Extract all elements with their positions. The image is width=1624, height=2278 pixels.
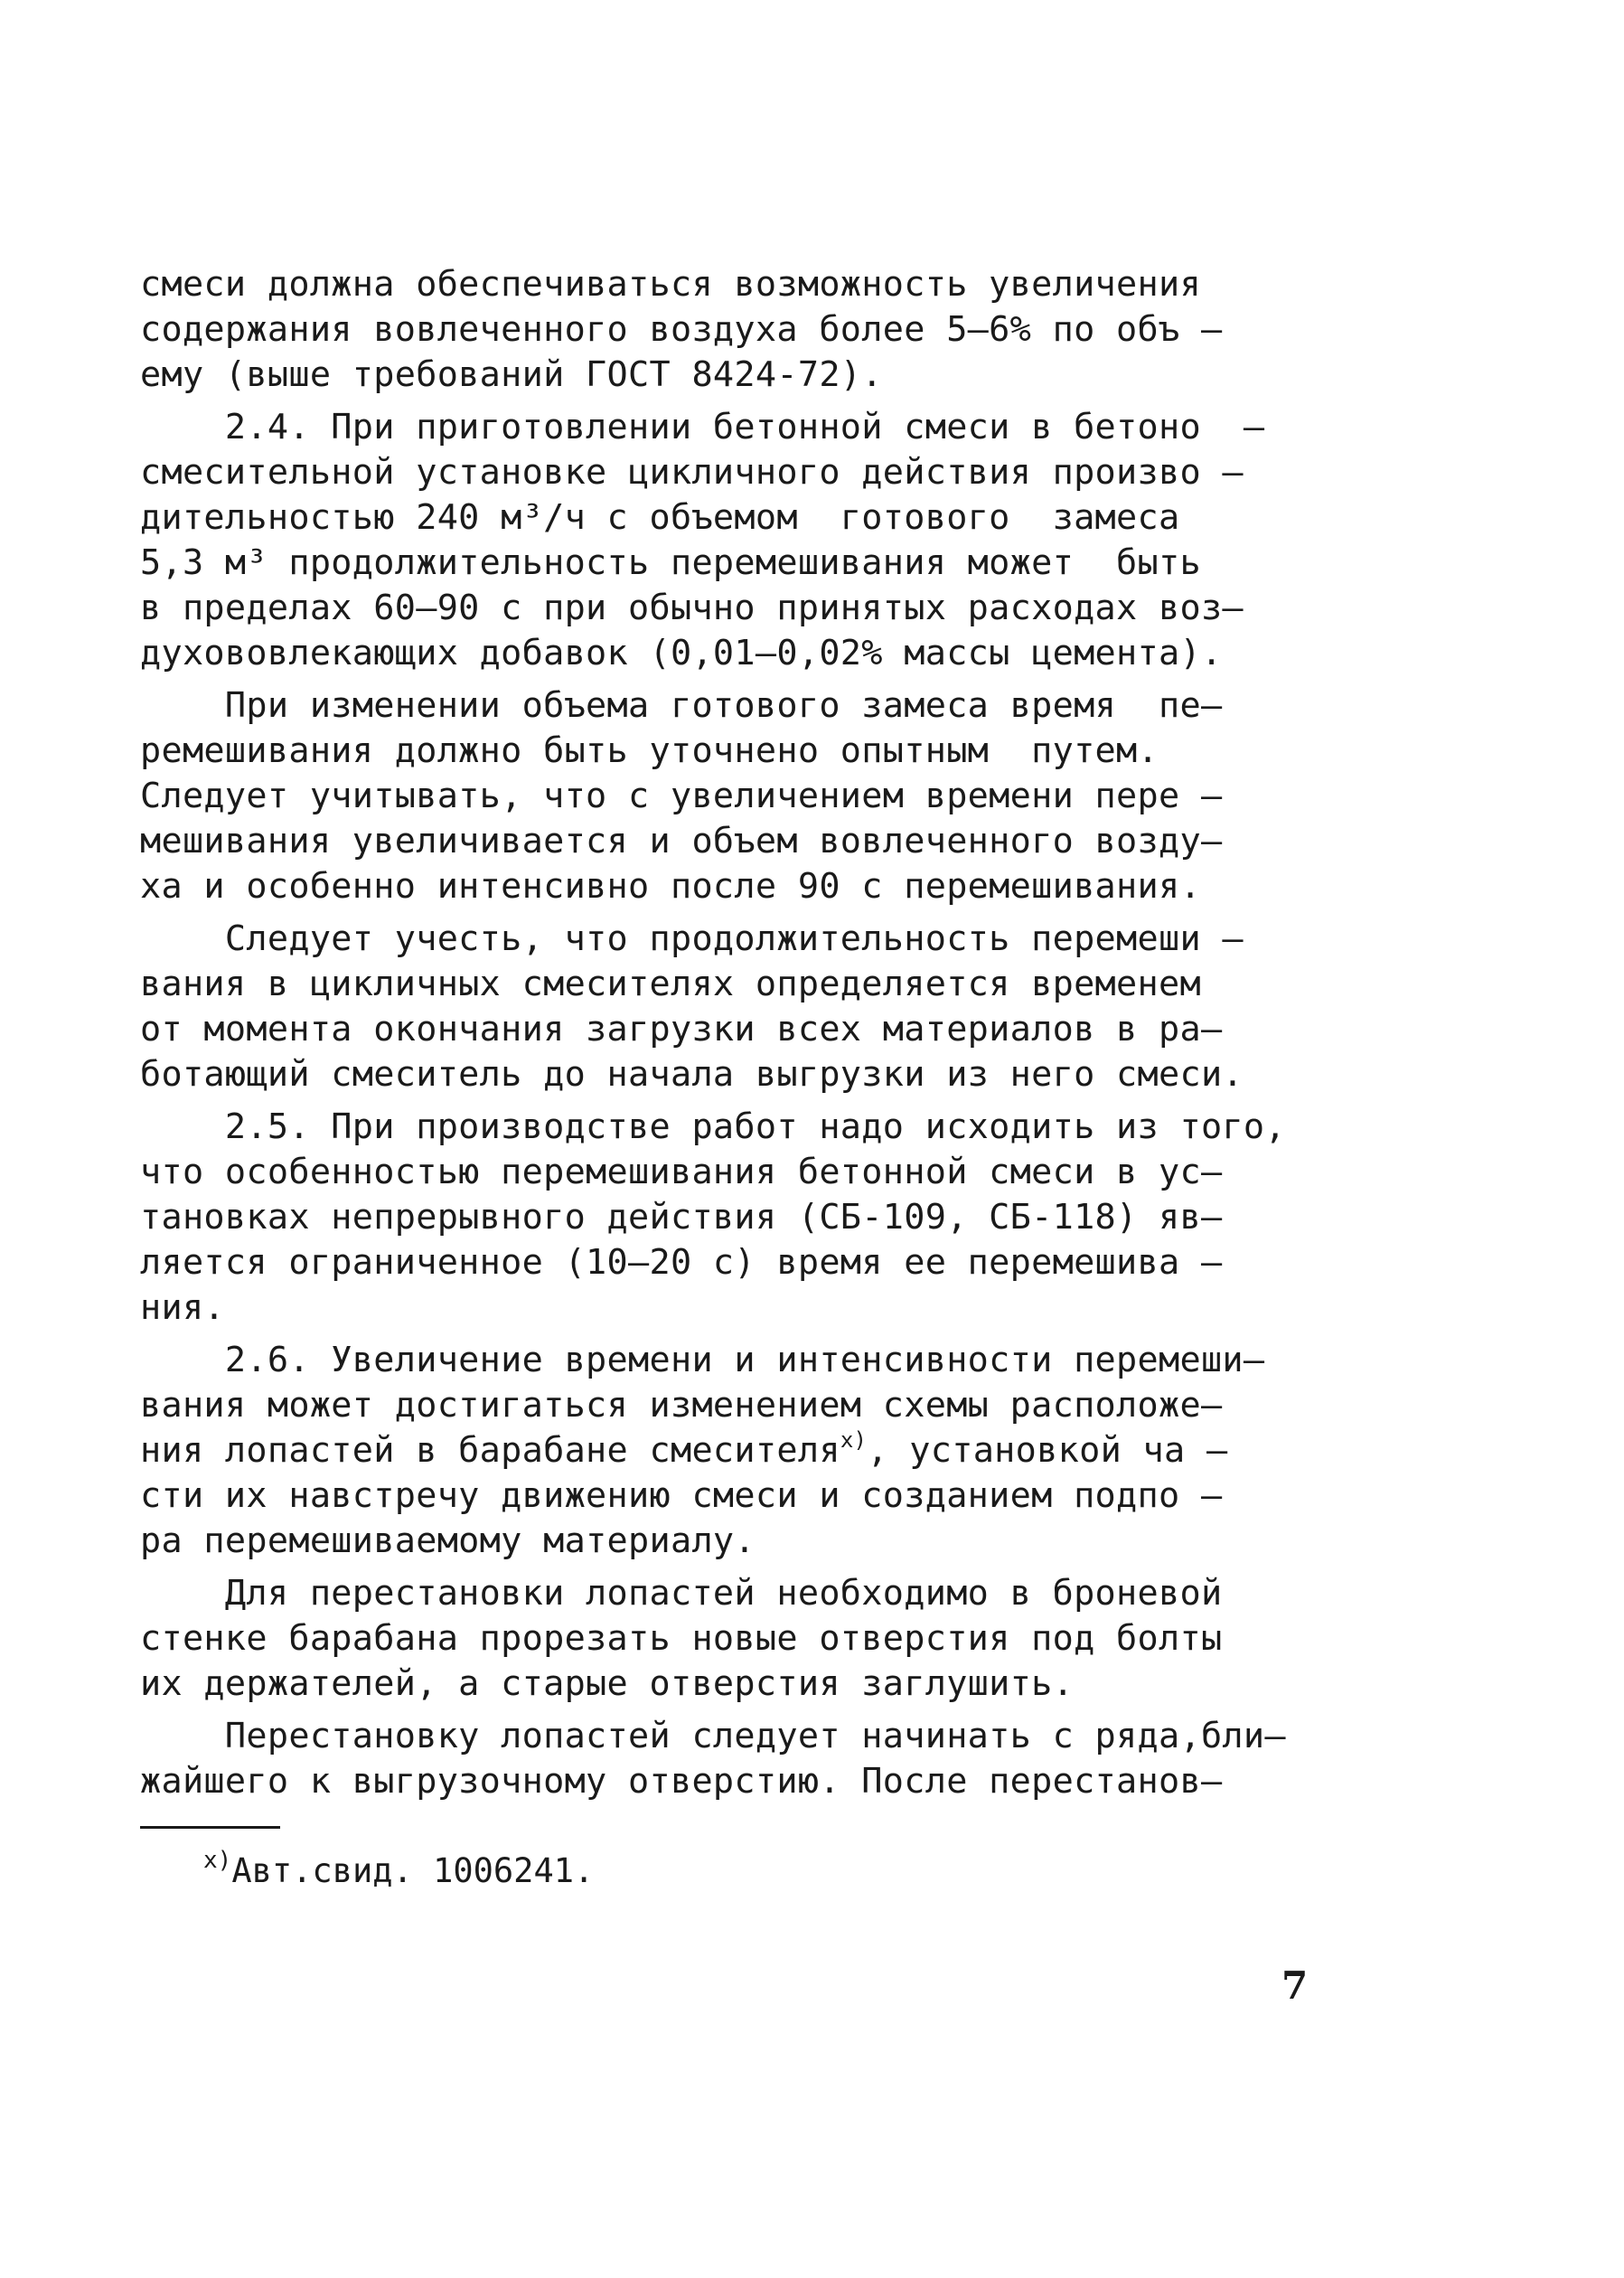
text-line: в пределах 60–90 с при обычно принятых расходах воз– [140,588,1244,628]
text-line: вания может достигаться изменением схемы расположе– [140,1385,1223,1426]
page-number: 7 [1281,1963,1309,2008]
text-line: что особенностью перемешивания бетонной смеси в ус– [140,1152,1223,1192]
text-line: ляется ограниченное (10–20 с) время ее перемешива – [140,1242,1223,1283]
text-line-with-footnote-ref [140,1428,1328,1473]
text-line: жайшего к выгрузочному отверстию. После перестанов– [140,1761,1223,1802]
text-line: стенке барабана прорезать новые отверстия под болты [140,1618,1223,1659]
paragraph-2-5-line: 2.5. При производстве работ надо исходить из того, [140,1106,1286,1147]
text-line: смесительной установке цикличного действия произво – [140,452,1244,493]
text-line: Для перестановки лопастей необходимо в броневой [140,1573,1223,1614]
text-line: Следует учитывать, что с увеличением времени пере – [140,776,1223,816]
text-line: содержания вовлеченного воздуха более 5–6% по объ – [140,309,1223,350]
text-line: ему (выше требований ГОСТ 8424-72). [140,354,883,395]
text-line: ха и особенно интенсивно после 90 с перемешивания. [140,866,1201,907]
text-line: их держателей, а старые отверстия заглушить. [140,1663,1075,1704]
paragraph-2-6-line: 2.6. Увеличение времени и интенсивности перемеши– [140,1340,1265,1380]
text-segment: ния лопастей в барабане смесителя [140,1430,840,1471]
footnote-marker: x) [203,1847,232,1874]
text-line: духововлекающих добавок (0,01–0,02% массы цемента). [140,633,1223,673]
text-line: ра перемешиваемому материалу. [140,1520,756,1561]
text-line: 5,3 м³ продолжительность перемешивания может быть [140,542,1201,583]
text-line: смеси должна обеспечиваться возможность увеличения [140,264,1201,305]
text-line: сти их навстречу движению смеси и созданием подпо – [140,1475,1223,1516]
text-line: тановках непрерывного действия (СБ-109, СБ-118) яв– [140,1197,1223,1238]
footnote-text: Авт.свид. 1006241. [231,1851,595,1890]
text-line: Перестановку лопастей следует начинать с ряда,бли– [140,1716,1286,1756]
text-line: мешивания увеличивается и объем вовлеченного возду– [140,821,1223,861]
text-line: При изменении объема готового замеса время пе– [140,685,1223,726]
text-line: ботающий смеситель до начала выгрузки из него смеси. [140,1054,1244,1095]
footnote-reference: x) [840,1428,868,1453]
footnote-divider [140,1826,280,1829]
paragraph-2-4-line: 2.4. При приготовлении бетонной смеси в бетоно – [140,407,1265,447]
text-line: вания в цикличных смесителях определяется временем [140,964,1201,1004]
text-line: Следует учесть, что продолжительность перемеши – [140,918,1244,959]
footnote [203,1849,594,1894]
page-body-text [140,262,1328,1804]
text-line: дительностью 240 м³/ч с объемом готового замеса [140,497,1180,538]
text-segment: , установкой ча – [867,1430,1228,1471]
text-line: от момента окончания загрузки всех материалов в ра– [140,1009,1223,1050]
text-line: ремешивания должно быть уточнено опытным путем. [140,730,1159,771]
text-line: ния. [140,1287,225,1328]
